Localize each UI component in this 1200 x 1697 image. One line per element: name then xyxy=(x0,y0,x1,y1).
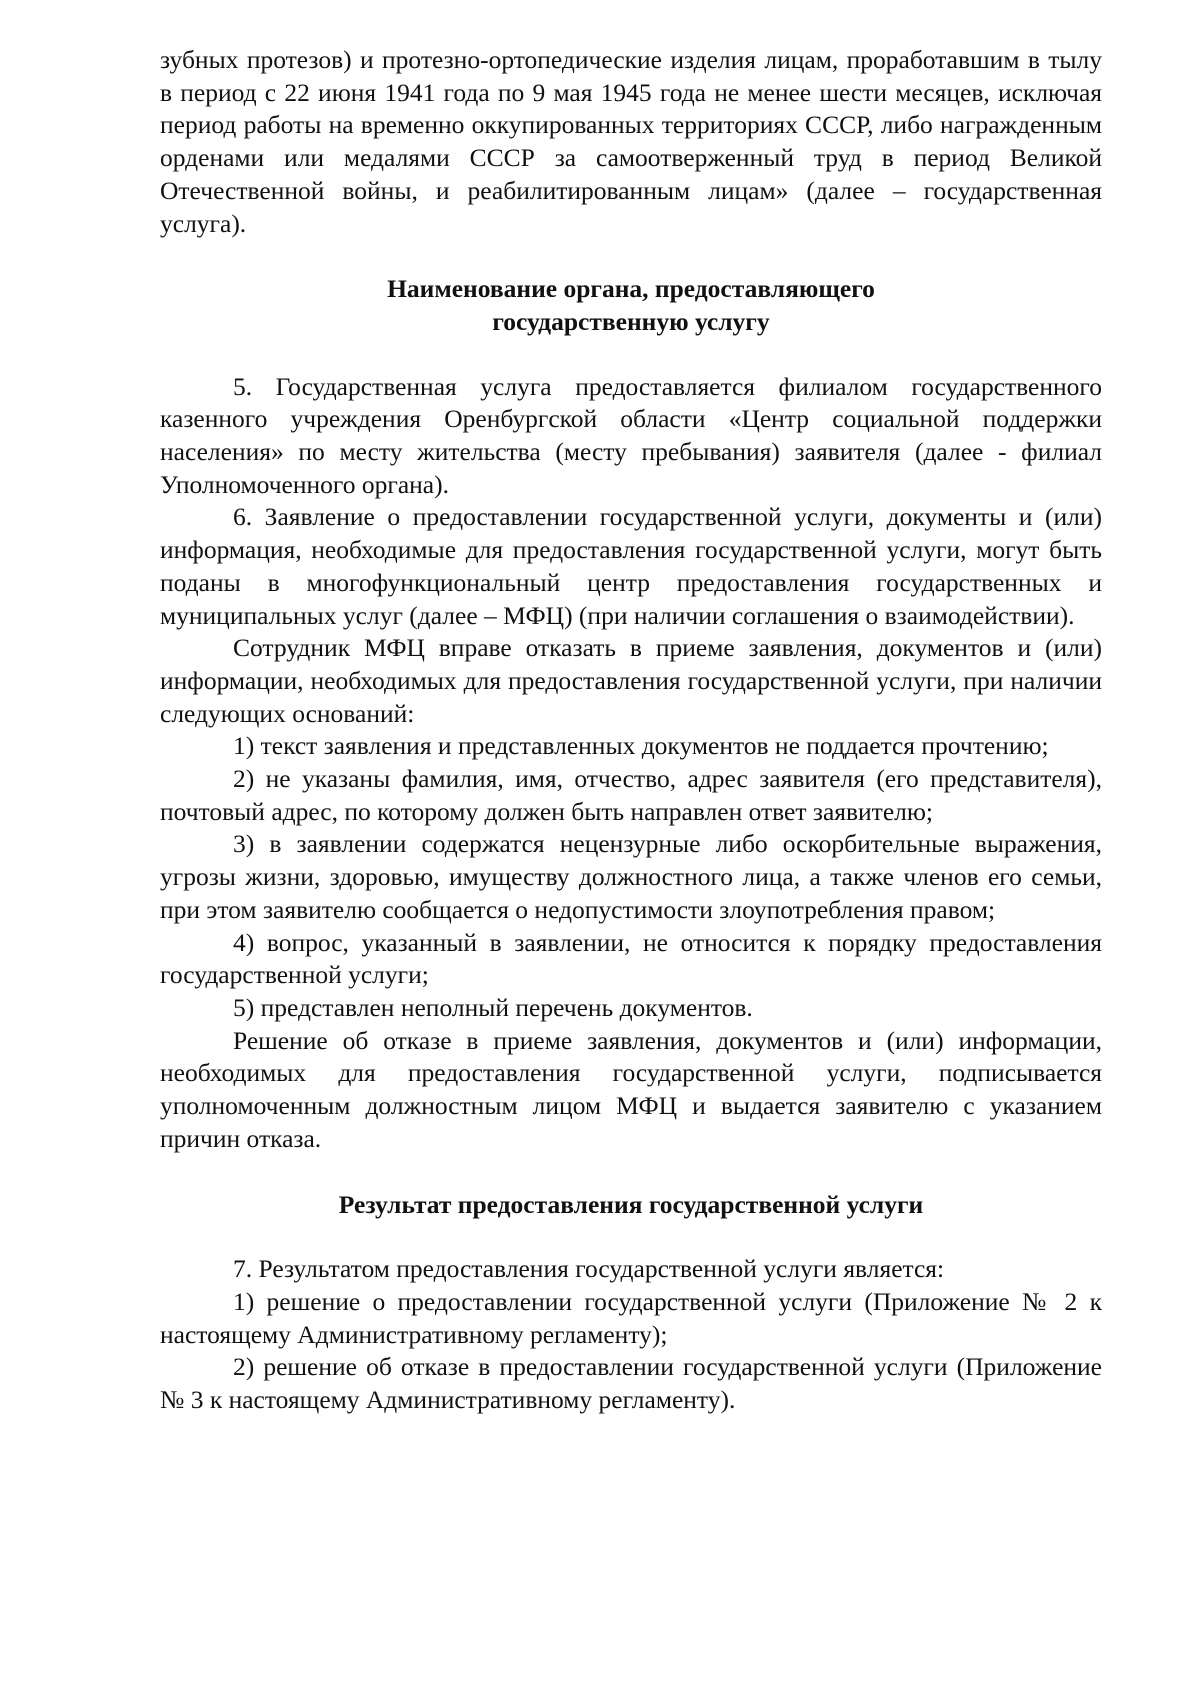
list-item-1: 1) текст заявления и представленных документов не поддается прочтению; xyxy=(233,731,1049,761)
paragraph-item-6: 6. Заявление о предоставлении государственной услуги, документы и (или) информация, необходимые для предоставления государственной услуги, могут быть поданы в многофункциональный центр предоставления государственных и муниципальных услуг (далее – МФЦ) (при наличии соглашения о взаимодействии). xyxy=(160,502,1102,630)
section-heading-line: Наименование органа, предоставляющего xyxy=(387,274,875,304)
paragraph-mfc-refusal: Сотрудник МФЦ вправе отказать в приеме заявления, документов и (или) информации, необходимых для предоставления государственной услуги, при наличии следующих оснований: xyxy=(160,633,1102,728)
list-item-3: 3) в заявлении содержатся нецензурные либо оскорбительные выражения, угрозы жизни, здоровью, имуществу должностного лица, а также членов его семьи, при этом заявителю сообщается о недопустимости злоупотребления правом; xyxy=(160,829,1102,924)
list-item-2: 2) не указаны фамилия, имя, отчество, адрес заявителя (его представителя), почтовый адрес, по которому должен быть направлен ответ заявителю; xyxy=(160,764,1102,826)
intro-paragraph: зубных протезов) и протезно-ортопедические изделия лицам, проработавшим в тылу в период с 22 июня 1941 года по 9 мая 1945 года не менее шести месяцев, исключая период работы на временно оккупированных территориях СССР, либо награжденным орденами или медалями СССР за самоотверженный труд в период Великой Отечественной войны, и реабилитированным лицам» (далее – государственная услуга). xyxy=(160,45,1102,238)
paragraph-refusal-decision: Решение об отказе в приеме заявления, документов и (или) информации, необходимых для предоставления государственной услуги, подписывается уполномоченным должностным лицом МФЦ и выдается заявителю с указанием причин отказа. xyxy=(160,1025,1102,1153)
document-body xyxy=(160,44,1102,1417)
result-item-2: 2) решение об отказе в предоставлении государственной услуги (Приложение № 3 к настоящему Административному регламенту). xyxy=(160,1352,1102,1415)
list-item-5: 5) представлен неполный перечень документов. xyxy=(233,992,753,1022)
result-item-1: 1) решение о предоставлении государственной услуги (Приложение № 2 к настоящему Административному регламенту); xyxy=(160,1286,1102,1349)
list-item-4: 4) вопрос, указанный в заявлении, не относится к порядку предоставления государственной услуги; xyxy=(160,927,1102,990)
section-heading-line: Результат предоставления государственной услуги xyxy=(338,1189,924,1219)
section-heading-authority xyxy=(160,273,1102,338)
paragraph-item-7: 7. Результатом предоставления государственной услуги является: xyxy=(233,1254,945,1284)
section-heading-result xyxy=(160,1189,1102,1222)
section-heading-line: государственную услугу xyxy=(492,306,770,336)
paragraph-item-5: 5. Государственная услуга предоставляется филиалом государственного казенного учреждения Оренбургской области «Центр социальной поддержки населения» по месту жительства (месту пребывания) заявителя (далее - филиал Уполномоченного органа). xyxy=(160,371,1102,499)
